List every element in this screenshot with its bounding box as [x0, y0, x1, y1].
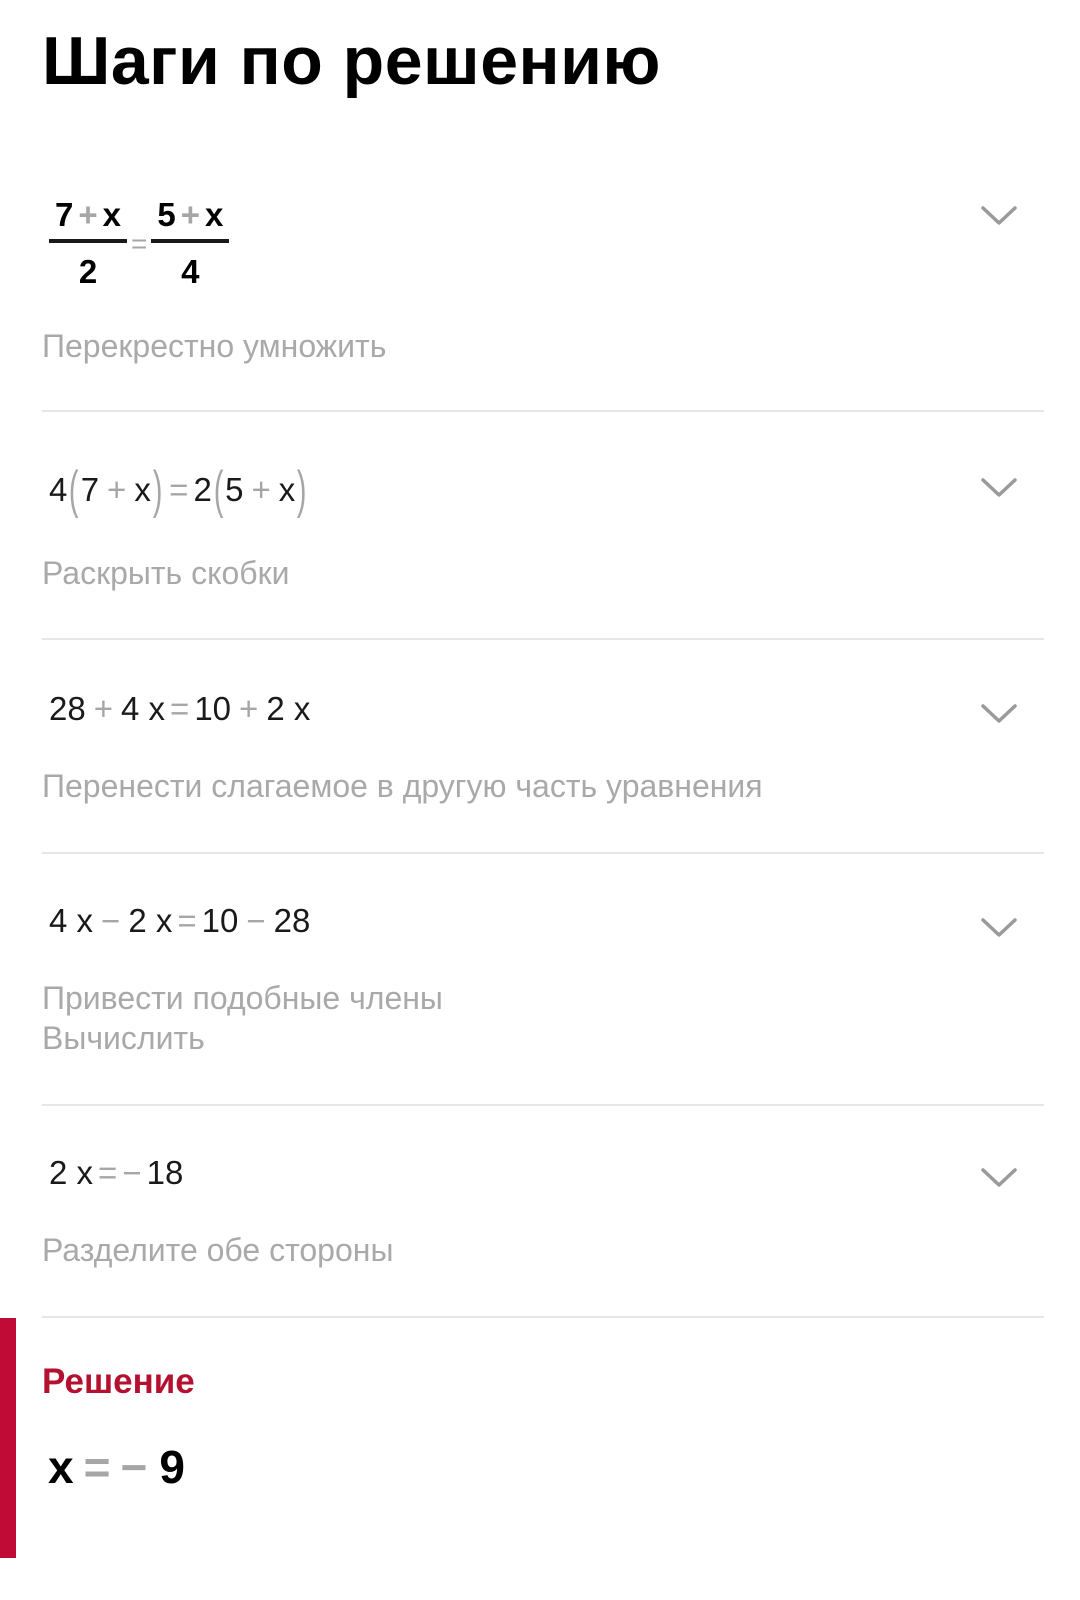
fraction-bar	[151, 239, 229, 243]
chevron-down-icon[interactable]	[980, 916, 1018, 940]
step-2[interactable]	[42, 412, 1044, 640]
step-4-description-line-2: Вычислить	[42, 1020, 205, 1056]
step-5-description: Разделите обе стороны	[42, 1232, 394, 1268]
step-1-expression	[49, 196, 229, 291]
step-4-description-line-1: Привести подобные члены	[42, 980, 443, 1016]
equals-sign: =	[131, 227, 148, 259]
step-3-expression: 28 + 4 x = 10 + 2 x	[49, 690, 311, 727]
solution-accent-bar	[0, 1318, 16, 1558]
chevron-down-icon[interactable]	[980, 1166, 1018, 1190]
step-4[interactable]	[42, 854, 1044, 1106]
solution-expression: x = − 9	[48, 1441, 185, 1493]
chevron-down-icon[interactable]	[980, 204, 1018, 228]
step-5-expression: 2 x = − 18	[49, 1154, 184, 1191]
right-numerator: 5 + x	[157, 196, 224, 233]
left-fraction	[49, 196, 127, 291]
step-4-expression: 4 x − 2 x = 10 − 28	[49, 902, 311, 939]
step-5[interactable]	[42, 1106, 1044, 1318]
fraction-bar	[49, 239, 127, 243]
left-denominator: 2	[78, 253, 98, 290]
chevron-down-icon[interactable]	[980, 476, 1018, 500]
solution-title: Решение	[42, 1362, 195, 1401]
right-fraction	[151, 196, 229, 291]
step-1-description: Перекрестно умножить	[42, 328, 387, 364]
right-denominator: 4	[181, 253, 200, 290]
step-3-description: Перенести слагаемое в другую часть уравнения	[42, 768, 763, 804]
left-numerator: 7 + x	[55, 196, 121, 233]
page-title: Шаги по решению	[42, 23, 661, 99]
step-2-expression: 4 ( 7 + x ) = 2 ( 5 + x )	[49, 461, 307, 519]
step-1[interactable]	[42, 160, 1044, 412]
chevron-down-icon[interactable]	[980, 702, 1018, 726]
step-3[interactable]	[42, 640, 1044, 854]
step-2-description: Раскрыть скобки	[42, 555, 290, 591]
